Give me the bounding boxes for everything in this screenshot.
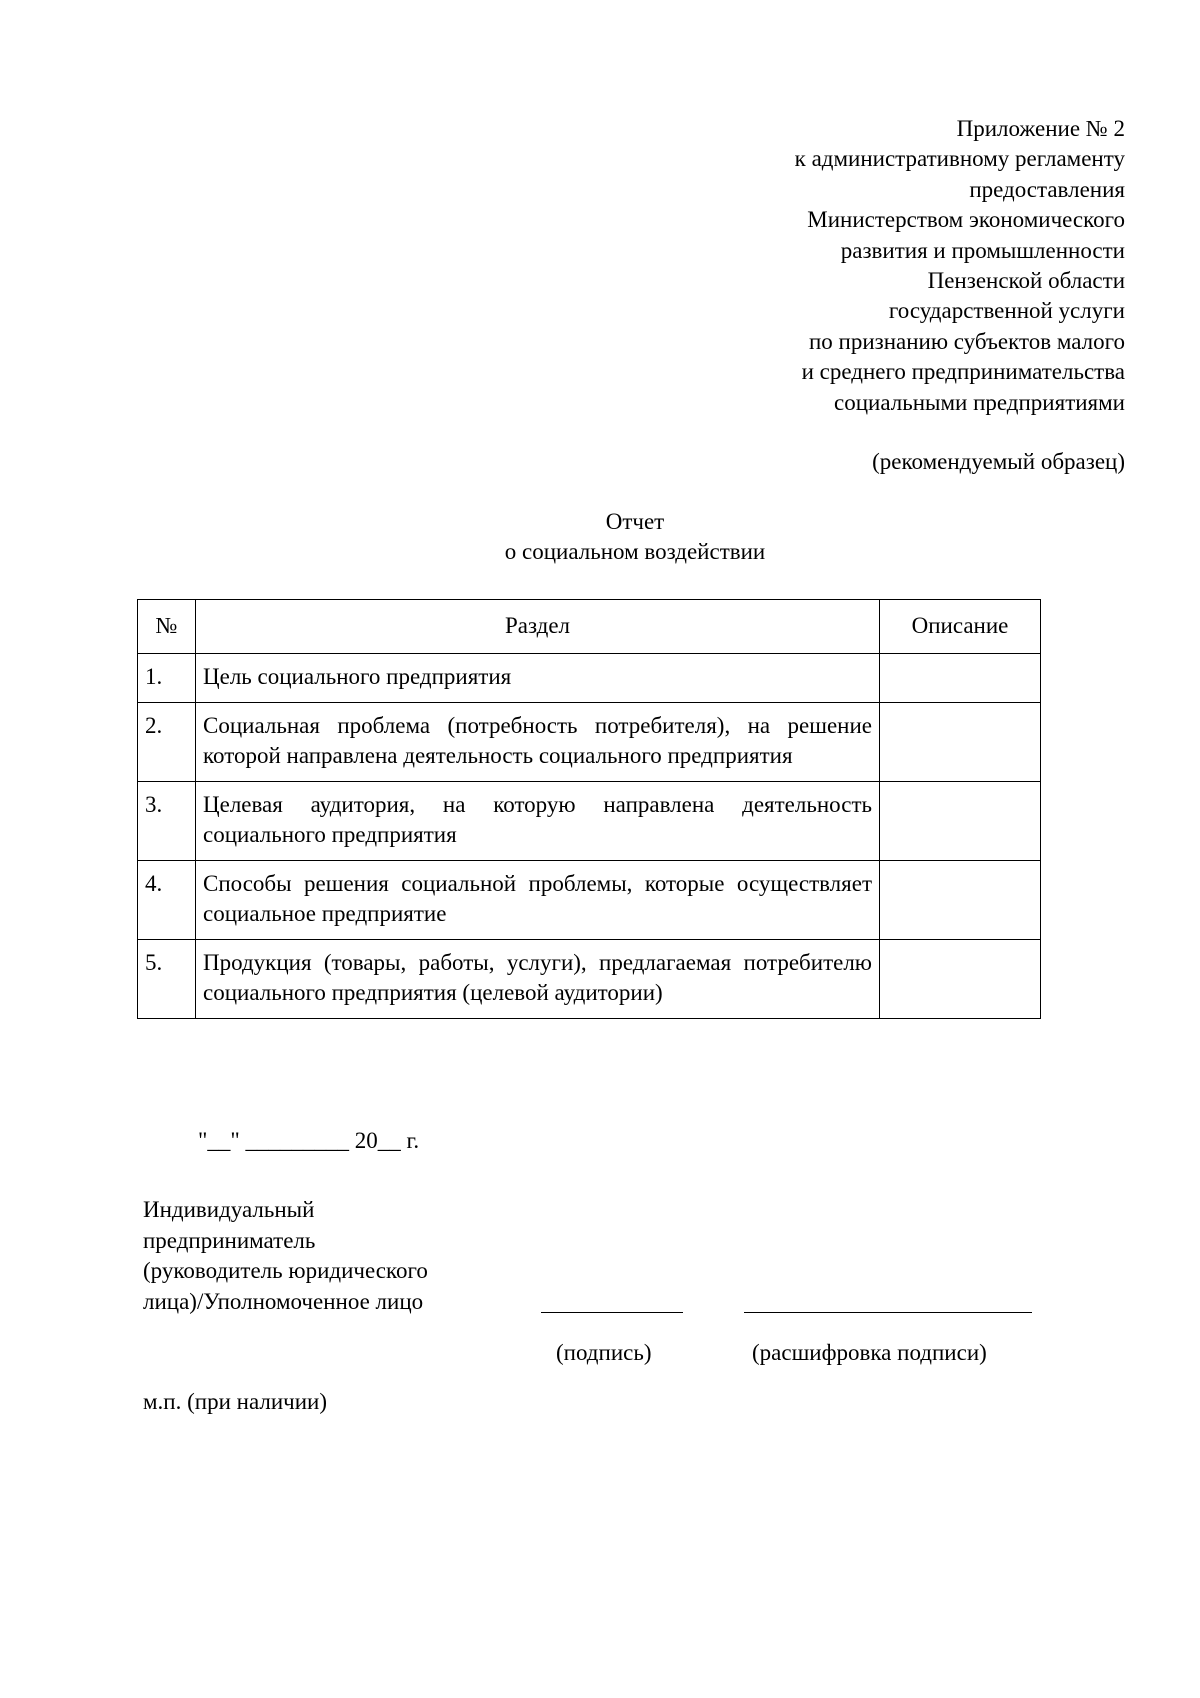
row-number: 5. — [138, 940, 196, 1019]
stamp-note: м.п. (при наличии) — [143, 1389, 327, 1414]
appendix-line: предоставления — [969, 176, 1125, 202]
row-section: Социальная проблема (потребность потребителя), на решение которой направлена деятельность социального предприятия — [196, 703, 880, 782]
header-description: Описание — [880, 600, 1041, 654]
row-description[interactable] — [880, 654, 1041, 703]
row-section: Цель социального предприятия — [196, 654, 880, 703]
signer-line: Индивидуальный — [143, 1197, 315, 1222]
row-description[interactable] — [880, 940, 1041, 1019]
header-number: № — [138, 600, 196, 654]
row-description[interactable] — [880, 861, 1041, 940]
signer-title — [143, 1195, 428, 1317]
row-section: Продукция (товары, работы, услуги), предлагаемая потребителю социального предприятия (целевой аудитории) — [196, 940, 880, 1019]
report-table — [137, 599, 1041, 1019]
row-number: 2. — [138, 703, 196, 782]
row-number: 1. — [138, 654, 196, 703]
table-row — [138, 782, 1041, 861]
title-line-2: о социальном воздействии — [504, 539, 766, 564]
appendix-line: развития и промышленности — [840, 237, 1125, 263]
table-row — [138, 703, 1041, 782]
document-title — [0, 507, 1200, 567]
appendix-line: Министерством экономического — [807, 207, 1125, 233]
appendix-line: государственной услуги — [888, 298, 1125, 324]
appendix-line: к административному регламенту — [794, 146, 1125, 172]
header-section: Раздел — [196, 600, 880, 654]
signer-line: лица)/Уполномоченное лицо — [143, 1288, 424, 1314]
appendix-line: по признанию субъектов малого — [808, 328, 1125, 354]
signature-caption: (подпись) — [556, 1340, 652, 1365]
appendix-line: социальными предприятиями — [834, 389, 1125, 415]
signature-decoding-field[interactable] — [744, 1312, 1032, 1313]
table-row — [138, 940, 1041, 1019]
row-description[interactable] — [880, 782, 1041, 861]
row-description[interactable] — [880, 703, 1041, 782]
row-section: Способы решения социальной проблемы, которые осуществляет социальное предприятие — [196, 861, 880, 940]
table-row — [138, 654, 1041, 703]
decoding-caption: (расшифровка подписи) — [752, 1340, 987, 1365]
title-line-1: Отчет — [605, 509, 665, 534]
recommended-sample-note: (рекомендуемый образец) — [872, 449, 1125, 474]
appendix-line: Пензенской области — [927, 268, 1125, 294]
signer-line: (руководитель юридического — [143, 1258, 428, 1283]
table-header-row — [138, 600, 1041, 654]
signer-line: предприниматель — [143, 1227, 316, 1253]
appendix-header — [795, 114, 1125, 418]
row-section: Целевая аудитория, на которую направлена деятельность социального предприятия — [196, 782, 880, 861]
signature-field[interactable] — [541, 1312, 683, 1313]
row-number: 3. — [138, 782, 196, 861]
appendix-line: Приложение № 2 — [956, 116, 1125, 141]
date-line[interactable]: "__" _________ 20__ г. — [198, 1128, 420, 1153]
table-row — [138, 861, 1041, 940]
row-number: 4. — [138, 861, 196, 940]
appendix-line: и среднего предпринимательства — [801, 359, 1125, 385]
